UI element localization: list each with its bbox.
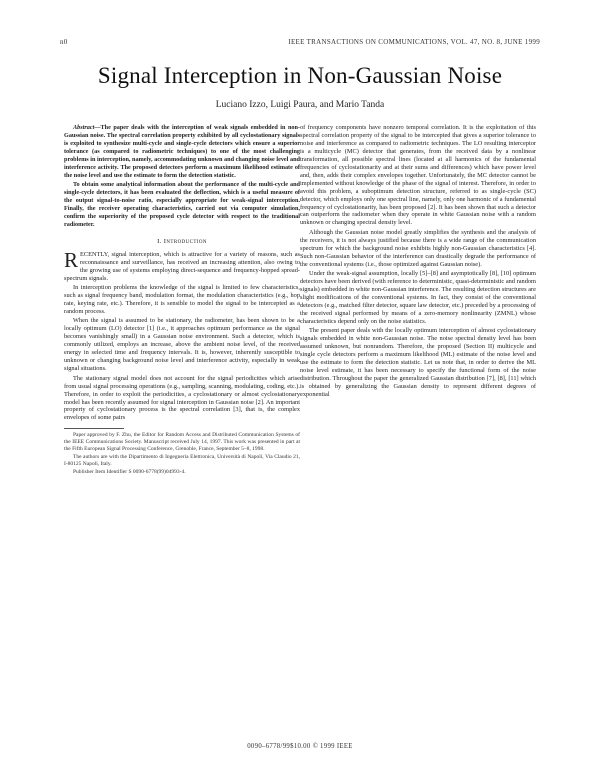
footnote-rule (64, 428, 124, 429)
journal-name: IEEE TRANSACTIONS ON COMMUNICATIONS, VOL. 47, NO. 8, JUNE 1999 (288, 38, 540, 46)
right-paragraph-2: Although the Gaussian noise model greatly simplifies the synthesis and the analysis of the receivers, it is not always justified because there is a wide range of the communication spectrum for which the background noise exhibits highly non-Gaussian characteristics [4]. Such non-Gaussian behavior of the interference can drastically degrade the performance of the conventional systems (i.e., those optimized against Gaussian noise). (300, 228, 536, 268)
left-column (64, 124, 300, 478)
running-head (60, 38, 540, 50)
page-number: n0 (60, 38, 68, 46)
right-column (300, 124, 536, 400)
footnote-received: Paper approved by F. Zhu, the Editor for Random Access and Distributed Communication Systems of the IEEE Communications Society. Manuscript received July 14, 1997. This work was presented in part at the Fifth European Signal Processing Conference, Grenoble, France, September 5–8, 1998. (64, 432, 300, 452)
intro-paragraph-4: The stationary signal model does not account for the signal periodicities which arise from usual signal processing operations (e.g., sampling, scanning, modulating, coding, etc.). Therefore, in order to exploit the periodicities, a cyclostationary or almost cyclostationary model has been recently assumed for signal interception in Gaussian noise [2]. An important property of cyclostationary process is the spectral correlation [3], that is, the complex envelopes of some pairs (64, 374, 300, 422)
footnote-affiliation: The authors are with the Dipartimento di Ingegneria Elettronica, Università di Napoli, Via Claudio 21, I-80125 Napoli, Italy. (64, 454, 300, 468)
footnote-identifier: Publisher Item Identifier S 0090-6778(99)04993-4. (73, 469, 186, 476)
right-paragraph-4: The present paper deals with the locally optimum interception of almost cyclostationary signals embedded in white non-Gaussian noise. The noise spectral density level has been assumed unknown, but nonrandom. Therefore, the proposed (Section II) multicycle and single cycle detectors perform a maximum likelihood (ML) estimate of the noise level and use the estimate to form the detection statistic. Let us note that, in order to derive the ML noise level estimate, it has been necessary to specify the functional form of the noise distribution. Throughout the paper the generalized Gaussian distribution [7], [8], [11] which is obtained by generalizing the Gaussian density to represent different degrees of exponential (300, 327, 536, 398)
abstract-paragraph-2: To obtain some analytical information about the performance of the multi-cycle and single-cycle detectors, it has been evaluated the deflection, which is a useful measure of the output signal-to-noise ratio, especially appropriate for weak-signal interception. Finally, the receiver operating characteristics, carried out via computer simulation, confirm the superiority of the proposed cycle detector with respect to the traditional radiometer. (64, 181, 300, 228)
drop-cap: R (64, 247, 79, 272)
intro-paragraph-1 (64, 247, 300, 283)
intro-paragraph-2: In interception problems the knowledge of the signal is limited to few characteristics, such as signal frequency band, modulation format, the modulation characteristics (e.g., hop rate, keying rate, etc.). Therefore, it is sensible to model the signal to be intercepted as a random process. (64, 284, 300, 316)
intro-paragraph-3: When the signal is assumed to be stationary, the radiometer, has been shown to be a locally optimum (LO) detector [1] (i.e., it approaches optimum performance as the signal becomes vanishingly small) in a Gaussian noise environment. Such a detector, which is commonly utilized, employs an increase, above the ambient noise level, of the received energy in selected time and frequency intervals. It is, however, inherently susceptible to unknown or changing background noise level and interference activity, especially in weak signal situations. (64, 317, 300, 373)
section-heading: I. Introduction (157, 237, 207, 245)
right-paragraph-3: Under the weak-signal assumption, locally [5]–[8] and asymptotically [8], [10] optimum detectors have been derived (with reference to deterministic, quasi-deterministic and random signals) embedded in white non-Gaussian interference. The resulting detection structures are slight modifications of the conventional systems. In fact, they consist of the conventional detectors (e.g., matched filter detector, square law detector, etc.) preceded by a processing of the received signal performed by means of a zero-memory nonlinearity (ZMNL) whose characteristics depend only on the noise statistics. (300, 270, 536, 325)
copyright-code: 0090–6778/99$10.00 © 1999 IEEE (247, 743, 353, 750)
abstract-label: Abstract— (73, 124, 101, 131)
paper-title: Signal Interception in Non-Gaussian Noise (97, 63, 503, 88)
right-paragraph-1: of frequency components have nonzero temporal correlation. It is the exploitation of this spectral correlation property of the signal to be intercepted that gives a superior tolerance to noise and interference as compared to radiometric techniques. The LO resulting interceptor is a multicycle (MC) detector that generates, from the received data by a nonlinear transformation, all possible spectral lines (located at all harmonics of the fundamental frequencies of cyclostationarity and at their sums and differences) which have power level and, then, adds their complex envelopes together. Unfortunately, the MC detector cannot be implemented without knowledge of the phase of the signal of interest. Therefore, in order to avoid this problem, a suboptimum detection structure, referred to as single-cycle (SC) detector, which employs only one spectral line, namely, only one harmonic of a fundamental frequency of cyclostationarity, has been proposed [2]. It has been shown that such a detector can outperform the radiometer when they operate in white Gaussian noise with a random unknown or changing spectral density level. (300, 124, 536, 227)
abstract-text-1: The paper deals with the interception of weak signals embedded in non-Gaussian noise. The spectral correlation property exhibited by all cyclostationary signals is exploited to synthesize multi-cycle and single-cycle detectors which ensure a superior tolerance (as compared to radiometric techniques) to one of the most challenging problems in interception, namely, accommodating unknown and changing noise level and interference activity. The proposed detectors perform a maximum likelihood estimate of the noise level and use the estimate to form the detection statistic. (64, 124, 300, 179)
abstract-paragraph-1 (64, 124, 300, 180)
intro-text-1: ECENTLY, signal interception, which is attractive for a variety of reasons, such as reconnaissance and surveillance, has received an increasing attention, also owing to the growing use of systems employing direct-sequence and frequency-hopped spread-spectrum signals. (64, 250, 300, 282)
paper-authors: Luciano Izzo, Luigi Paura, and Mario Tanda (215, 100, 385, 110)
